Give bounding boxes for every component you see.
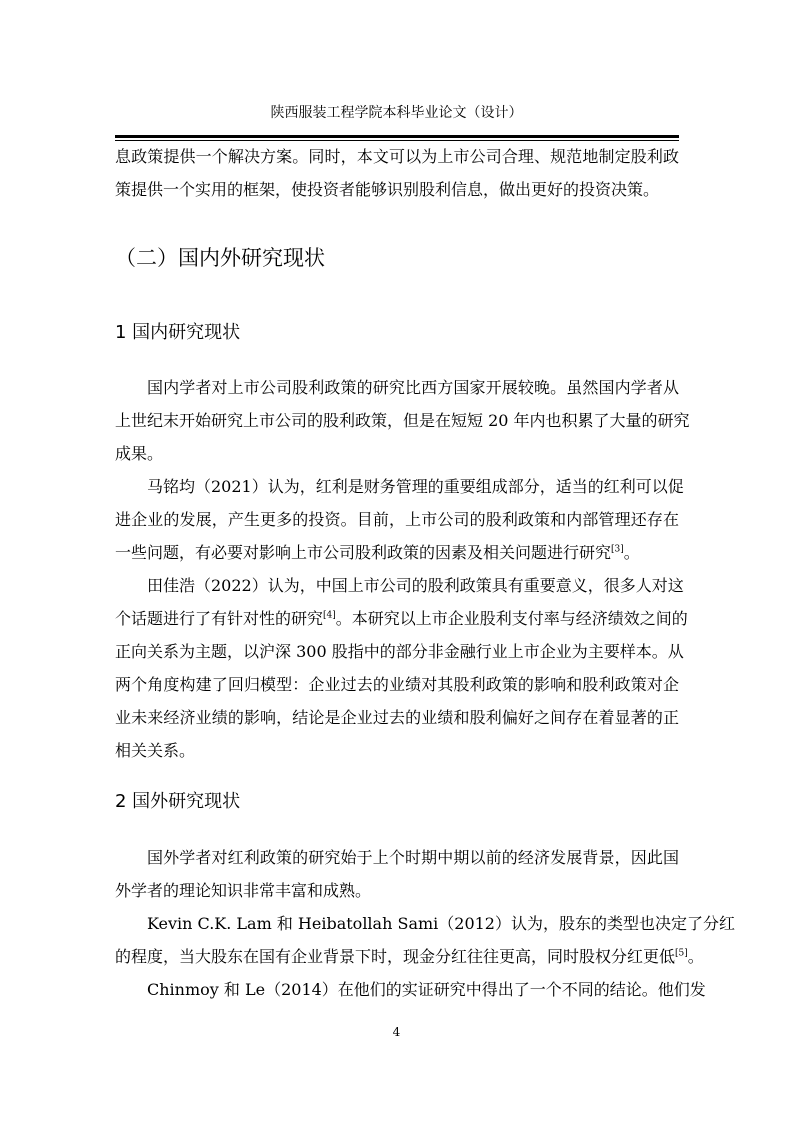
body-text: 。本研究以上市企业股利支付率与经济绩效之间的 — [335, 609, 688, 628]
body-line: 进企业的发展，产生更多的投资。目前，上市公司的股利政策和内部管理还存在 — [115, 510, 679, 529]
citation-ref: [3] — [611, 544, 624, 555]
subsection-heading-domestic: 1 国内研究现状 — [115, 322, 241, 343]
body-text: 的程度，当大股东在国有企业背景下时，现金分红往往更高，同时股权分红更低 — [115, 947, 676, 966]
body-line: 策提供一个实用的框架，使投资者能够识别股利信息，做出更好的投资决策。 — [115, 180, 660, 199]
body-line: 田佳浩（2022）认为，中国上市公司的股利政策具有重要意义，很多人对这 — [147, 576, 684, 595]
body-text: 个话题进行了有针对性的研究 — [115, 609, 324, 628]
body-line: 相关关系。 — [115, 741, 196, 760]
body-text: 。 — [687, 947, 704, 966]
body-line — [115, 946, 704, 968]
body-line — [115, 542, 679, 564]
body-line: 国外学者对红利政策的研究始于上个时期中期以前的经济发展背景，因此国 — [147, 848, 679, 867]
body-line: 成果。 — [115, 444, 164, 463]
body-text: 。 — [623, 543, 640, 562]
body-line: 两个角度构建了回归模型：企业过去的业绩对其股利政策的影响和股利政策对企 — [115, 675, 679, 694]
body-line: Kevin C.K. Lam 和 Heibatollah Sami（2012）认为，股东的类型也决定了分红 — [147, 914, 735, 933]
page-number: 4 — [392, 1025, 401, 1039]
subsection-heading-foreign: 2 国外研究现状 — [115, 791, 241, 812]
running-header: 陕西服装工程学院本科毕业论文（设计） — [270, 105, 523, 121]
body-line — [115, 608, 688, 630]
header-rule-thin — [115, 140, 679, 141]
citation-ref: [4] — [323, 610, 336, 621]
body-line: 外学者的理论知识非常丰富和成熟。 — [115, 881, 372, 900]
section-heading: （二）国内外研究现状 — [115, 246, 325, 270]
body-line: 业未来经济业绩的影响，结论是企业过去的业绩和股利偏好之间存在着显著的正 — [115, 708, 679, 727]
body-text: 一些问题，有必要对影响上市公司股利政策的因素及相关问题进行研究 — [115, 543, 612, 562]
body-line: 国内学者对上市公司股利政策的研究比西方国家开展较晚。虽然国内学者从 — [147, 378, 679, 397]
body-line: 正向关系为主题，以沪深 300 股指中的部分非金融行业上市企业为主要样本。从 — [115, 642, 684, 661]
body-line: Chinmoy 和 Le（2014）在他们的实证研究中得出了一个不同的结论。他们发 — [147, 980, 706, 999]
header-rule-thick — [115, 135, 679, 138]
body-line: 上世纪末开始研究上市公司的股利政策，但是在短短 20 年内也积累了大量的研究 — [115, 411, 690, 430]
citation-ref: [5] — [675, 948, 688, 959]
body-line: 马铭均（2021）认为，红利是财务管理的重要组成部分，适当的红利可以促 — [147, 477, 684, 496]
body-line: 息政策提供一个解决方案。同时，本文可以为上市公司合理、规范地制定股利政 — [115, 147, 679, 166]
